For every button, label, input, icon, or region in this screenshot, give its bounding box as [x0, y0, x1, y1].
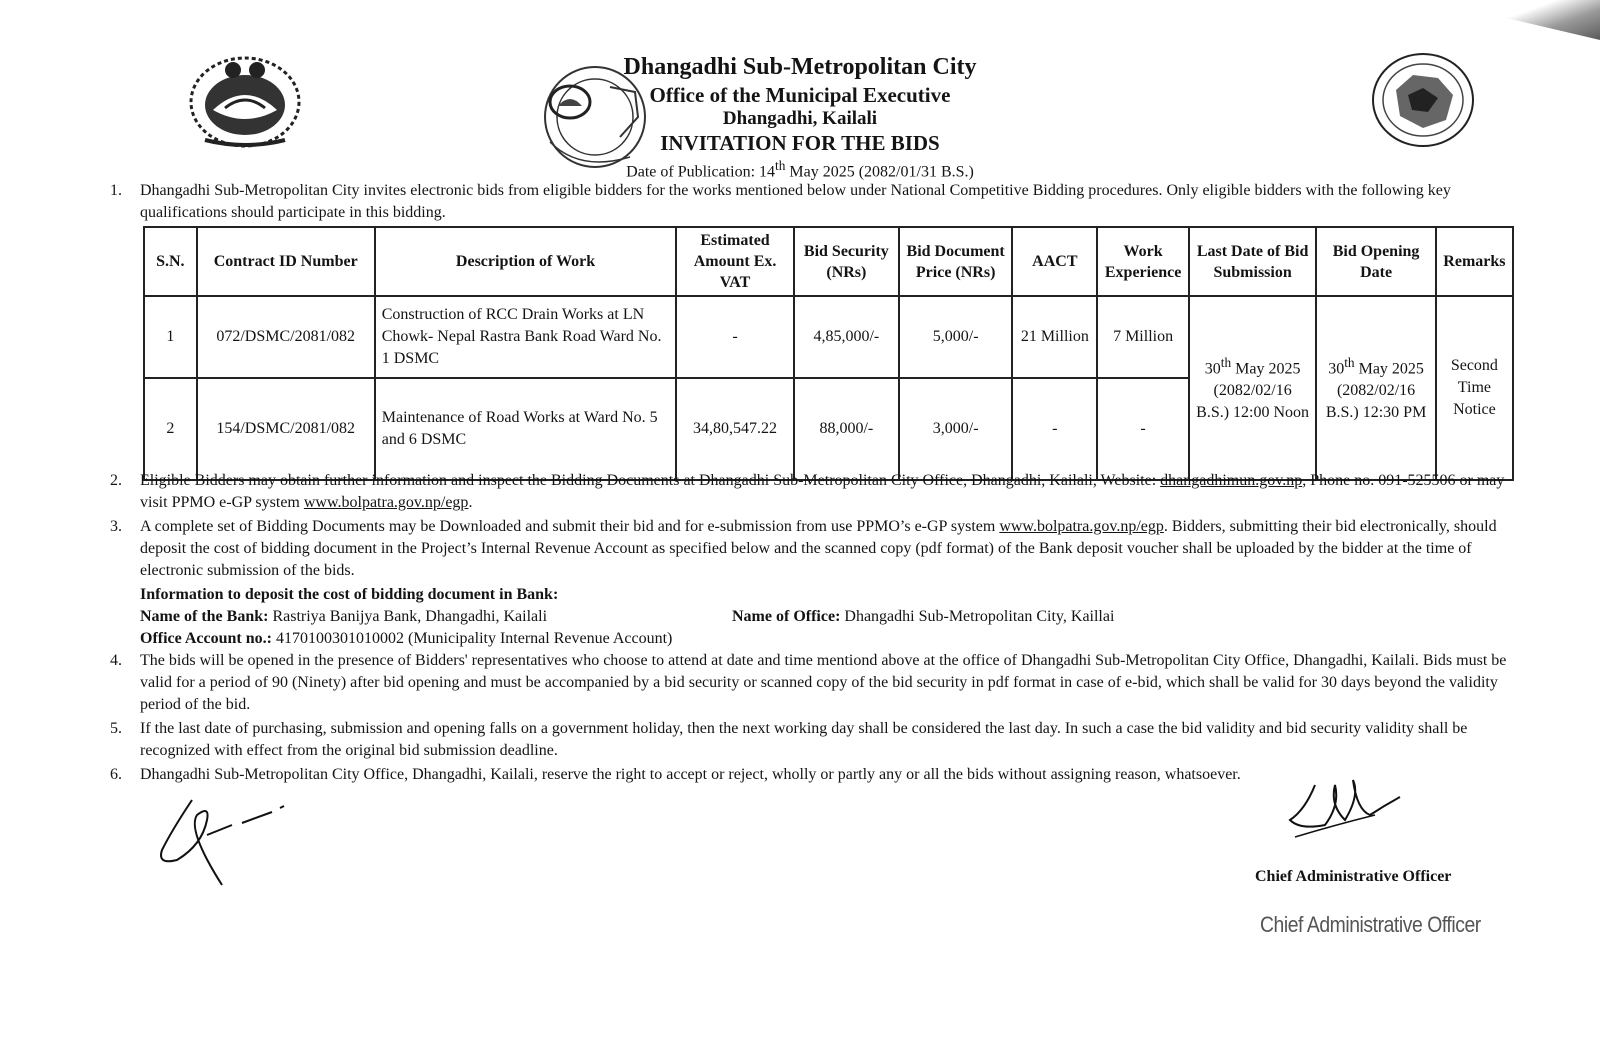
document-header — [560, 52, 1040, 182]
cell-sn: 2 — [144, 378, 197, 480]
page-corner-fold — [1430, 0, 1600, 40]
cell-aact: - — [1012, 378, 1097, 480]
cell-work-experience: - — [1097, 378, 1189, 480]
cell-estimate: 34,80,547.22 — [676, 378, 793, 480]
bank-info: Information to deposit the cost of bidding document in Bank: Name of the Bank: Rastriya Banijya Bank, Dhangadhi, Kailali Name of Office: Dhangadhi Sub-Metropolitan City, Kaillai Office Account no.: 4170100301010002 (Municipality Internal Revenue Account) — [140, 586, 1115, 647]
office-location: Dhangadhi, Kailali — [722, 108, 878, 129]
paragraph-5: 5. If the last date of purchasing, submission and opening falls on a government holiday, then the next working day shall be considered the last day. In such a case the bid validity and bid security validity shall be recognized with effect from the original bid submission deadline. — [110, 720, 1468, 759]
paragraph-1: 1. Dhangadhi Sub-Metropolitan City invites electronic bids from eligible bidders for the works mentioned below under National Competitive Bidding procedures. Only eligible bidders with the following key qualifications should participate in this bidding. — [110, 182, 1451, 221]
signatory-designation: Chief Administrative Officer — [1255, 868, 1452, 885]
office-name: Office of the Municipal Executive — [649, 83, 951, 107]
cell-bid-security: 4,85,000/- — [794, 296, 899, 378]
paragraph-6: 6. Dhangadhi Sub-Metropolitan City Office, Dhangadhi, Kailali, reserve the right to accept or reject, wholly or partly any or all the bids without assigning reason, whatsoever. — [110, 766, 1241, 783]
header-sn: S.N. — [144, 227, 197, 296]
header-remarks: Remarks — [1436, 227, 1513, 296]
website-link[interactable]: dhangadhimun.gov.np — [1160, 472, 1303, 489]
cell-doc-price: 3,000/- — [899, 378, 1012, 480]
paragraph-3: 3. A complete set of Bidding Documents may be Downloaded and submit their bid and for e-submission from use PPMO’s e-GP system www.bolpatra.gov.np/egp. Bidders, submitting their bid electronically, should deposit the cost of bidding document in the Project’s Internal Revenue Account as specified below and the scanned copy (pdf format) of the Bank deposit voucher shall be uploaded by the bidder at the time of electronic submission of the bids. — [110, 518, 1497, 579]
paragraph-1-text: Dhangadhi Sub-Metropolitan City invites electronic bids from eligible bidders for the works mentioned below under National Competitive Bidding procedures. Only eligible bidders with the following key qualifications should participate in this bidding. — [140, 182, 1451, 221]
header-contract-id: Contract ID Number — [197, 227, 375, 296]
publication-date: Date of Publication: 14th May 2025 (2082/01/31 B.S.) — [626, 158, 974, 181]
designation-stamp: Chief Administrative Officer — [1260, 912, 1481, 937]
cell-work-experience: 7 Million — [1097, 296, 1189, 378]
nepal-emblem-icon — [185, 50, 305, 150]
cell-opening-date: 30th May 2025 (2082/02/16 B.S.) 12:30 PM — [1316, 296, 1435, 480]
egp-link[interactable]: www.bolpatra.gov.np/egp — [303, 494, 469, 511]
cell-sn: 1 — [144, 296, 197, 378]
cell-aact: 21 Million — [1012, 296, 1097, 378]
paragraph-5-text: If the last date of purchasing, submission and opening falls on a government holiday, then the next working day shall be considered the last day. In such a case the bid validity and bid security validity shall be recognized with effect from the original bid submission deadline. — [140, 720, 1468, 759]
signature-left-icon — [152, 790, 312, 890]
paragraph-2: 2. Eligible Bidders may obtain further information and inspect the Bidding Documents at Dhangadhi Sub-Metropolitan City Office, Dhangadhi, Kailali, Website: dhangadhimun.gov.np, Phone no. 091-525506 or may visit PPMO e-GP system www.bolpatra.gov.np/egp. — [110, 472, 1505, 511]
header-description: Description of Work — [375, 227, 677, 296]
paragraph-4-text: The bids will be opened in the presence of Bidders' representatives who choose to attend at date and time mentiond above at the office of Dhangadhi Sub-Metropolitan City Office, Dhangadhi, Kailali. Bids must be valid for a period of 90 (Ninety) after bid opening and must be accompanied by a bid security or scanned copy of the bid security in pdf format in case of e-bid, which shall be valid for 30 days beyond the validity period of the bid. — [140, 652, 1507, 713]
city-name: Dhangadhi Sub-Metropolitan City — [623, 54, 977, 80]
signature-right-icon — [1285, 775, 1405, 850]
bank-name: Rastriya Banijya Bank, Dhangadhi, Kailali — [268, 608, 548, 625]
header-doc-price: Bid Document Price (NRs) — [899, 227, 1012, 296]
table-row — [144, 296, 1513, 378]
account-number: 4170100301010002 (Municipality Internal Revenue Account) — [271, 630, 673, 647]
cell-estimate: - — [676, 296, 793, 378]
paragraph-6-text: Dhangadhi Sub-Metropolitan City Office, Dhangadhi, Kailali, reserve the right to accept or reject, wholly or partly any or all the bids without assigning reason, whatsoever. — [140, 766, 1241, 783]
header-work-experience: Work Experience — [1097, 227, 1189, 296]
header-aact: AACT — [1012, 227, 1097, 296]
header-opening-date: Bid Opening Date — [1316, 227, 1435, 296]
table-header-row — [144, 227, 1513, 296]
cell-bid-security: 88,000/- — [794, 378, 899, 480]
cell-description: Maintenance of Road Works at Ward No. 5 and 6 DSMC — [375, 378, 677, 480]
cell-remarks: Second Time Notice — [1436, 296, 1513, 480]
cell-description: Construction of RCC Drain Works at LN Chowk- Nepal Rastra Bank Road Ward No. 1 DSMC — [375, 296, 677, 378]
header-bid-security: Bid Security (NRs) — [794, 227, 899, 296]
cell-contract-id: 072/DSMC/2081/082 — [197, 296, 375, 378]
header-last-date: Last Date of Bid Submission — [1189, 227, 1317, 296]
municipal-seal-icon — [1368, 50, 1488, 150]
document-title: INVITATION FOR THE BIDS — [660, 131, 940, 155]
cell-last-date: 30th May 2025 (2082/02/16 B.S.) 12:00 Noon — [1189, 296, 1317, 480]
office-name-value: Dhangadhi Sub-Metropolitan City, Kaillai — [840, 608, 1115, 625]
egp-link[interactable]: www.bolpatra.gov.np/egp — [999, 518, 1164, 535]
paragraph-4: 4. The bids will be opened in the presence of Bidders' representatives who choose to attend at date and time mentiond above at the office of Dhangadhi Sub-Metropolitan City Office, Dhangadhi, Kailali. Bids must be valid for a period of 90 (Ninety) after bid opening and must be accompanied by a bid security or scanned copy of the bid security in pdf format in case of e-bid, which shall be valid for 30 days beyond the validity period of the bid. — [110, 652, 1507, 713]
bids-table — [143, 226, 1514, 481]
bank-info-heading: Information to deposit the cost of bidding document in Bank: — [140, 586, 559, 603]
cell-doc-price: 5,000/- — [899, 296, 1012, 378]
header-estimate: Estimated Amount Ex. VAT — [676, 227, 793, 296]
cell-contract-id: 154/DSMC/2081/082 — [197, 378, 375, 480]
